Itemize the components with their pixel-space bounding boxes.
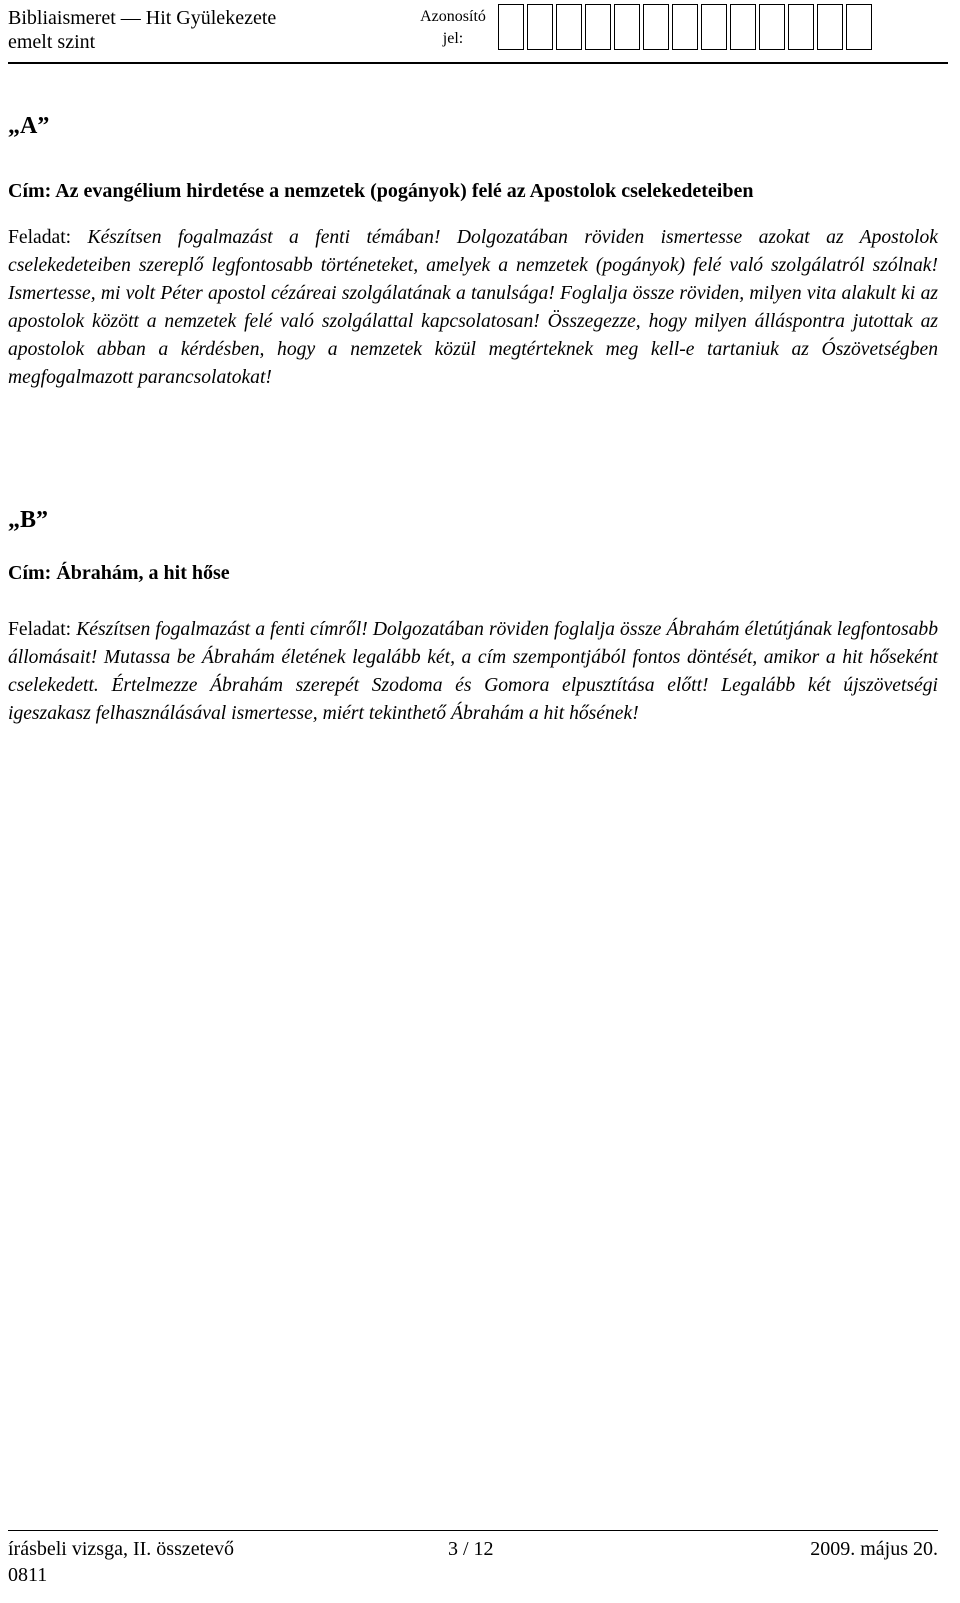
id-code-box[interactable] (846, 4, 872, 50)
id-code-box[interactable] (672, 4, 698, 50)
id-code-box[interactable] (817, 4, 843, 50)
task-paragraph (8, 224, 938, 392)
id-code-box[interactable] (730, 4, 756, 50)
page-footer (8, 1530, 938, 1586)
exam-title (8, 6, 276, 54)
id-code-box[interactable] (556, 4, 582, 50)
id-label (418, 6, 488, 50)
id-code-box[interactable] (643, 4, 669, 50)
page-number: 3 / 12 (448, 1538, 494, 1560)
id-label-line2: jel: (442, 30, 464, 47)
id-label-line1: Azonosító (420, 8, 486, 25)
header-rule (8, 62, 948, 64)
id-code-box[interactable] (701, 4, 727, 50)
id-code-box[interactable] (614, 4, 640, 50)
page-header (8, 4, 948, 64)
exam-part: írásbeli vizsga, II. összetevő (8, 1538, 235, 1560)
exam-subject: Bibliaismeret — Hit Gyülekezete (8, 7, 277, 29)
section-title: Cím: Ábrahám, a hit hőse (8, 562, 230, 584)
id-code-box[interactable] (498, 4, 524, 50)
section-title: Cím: Az evangélium hirdetése a nemzetek (pogányok) felé az Apostolok cselekedeteiben (8, 180, 754, 202)
section-letter: „A” (8, 113, 50, 139)
section-letter: „B” (8, 507, 49, 533)
footer-left (8, 1536, 234, 1588)
exam-level: emelt szint (8, 31, 96, 53)
exam-date: 2009. május 20. (810, 1538, 938, 1560)
id-code-box[interactable] (585, 4, 611, 50)
id-code-box[interactable] (527, 4, 553, 50)
exam-code: 0811 (8, 1564, 48, 1586)
id-code-box[interactable] (788, 4, 814, 50)
id-code-boxes (498, 4, 875, 50)
task-text: Készítsen fogalmazást a fenti címről! Dolgozatában röviden foglalja össze Ábrahám életútjának legfontosabb állomásait! Mutassa be Ábrahám életének legalább két, a cím szempontjából fontos döntését, amikor a hit hőseként cselekedett. Értelmezze Ábrahám szerepét Szodoma és Gomora elpusztítása előtt! Legalább két újszövetségi igeszakasz felhasználásával ismertesse, miért tekinthető Ábrahám a hit hősének! (8, 619, 938, 724)
task-text: Készítsen fogalmazást a fenti témában! Dolgozatában röviden ismertesse azokat az Apostolok cselekedeteiben szereplő legfontosabb történeteket, amelyek a nemzetek (pogányok) felé való szolgálatról szólnak! Ismertesse, mi volt Péter apostol cézáreai szolgálatának a tanulsága! Foglalja össze röviden, milyen vita alakult ki az apostolok között a nemzetek felé való szolgálattal kapcsolatosan! Összegezze, hogy milyen álláspontra jutottak az apostolok abban a kérdésben, hogy a nemzetek közül megtérteknek meg kell-e tartaniuk az Ószövetségben megfogalmazott parancsolatokat! (8, 227, 938, 388)
task-paragraph (8, 616, 938, 728)
footer-rule (8, 1530, 938, 1531)
task-label: Feladat: (8, 227, 88, 248)
task-label: Feladat: (8, 619, 77, 640)
id-code-box[interactable] (759, 4, 785, 50)
